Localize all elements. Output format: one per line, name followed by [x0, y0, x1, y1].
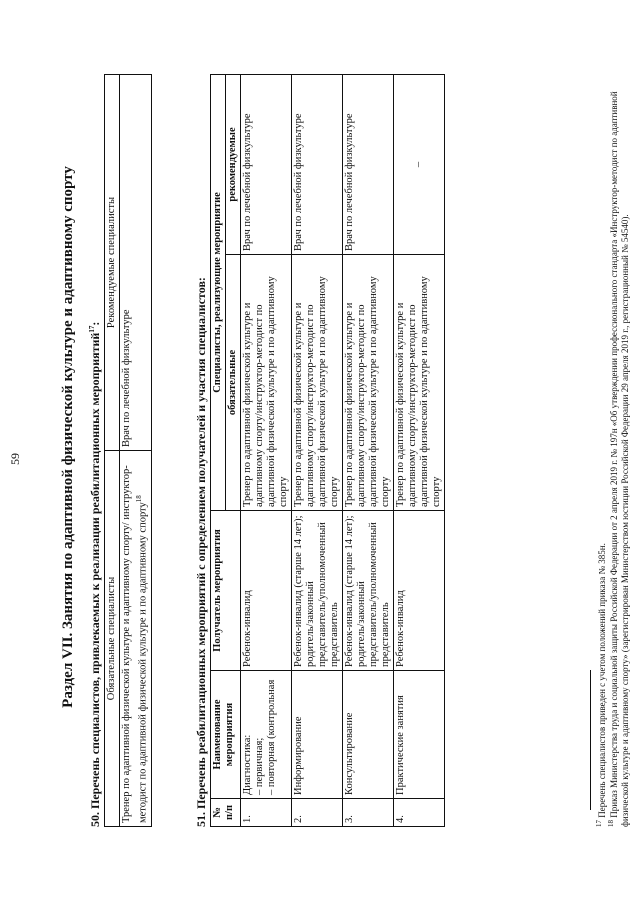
- activities-table: [210, 74, 445, 827]
- row-activity: Консультирование: [343, 671, 394, 799]
- page-number: 59: [8, 453, 22, 465]
- row-recipient: Ребенок-инвалид: [241, 511, 292, 671]
- activities-header-row-1: [211, 75, 226, 827]
- item51-heading: 51. Перечень реабилитационных мероприятий с определением получателей и участия специалистов:: [194, 277, 208, 827]
- row-num: 1.: [241, 799, 292, 827]
- row-activity-subitem: – повторная (контрольная: [266, 679, 277, 795]
- row-recipient: Ребенок-инвалид (старше 14 лет); родитель/законный представитель/уполномоченный представитель: [343, 511, 394, 671]
- col-mandatory-specialists: Обязательные специалисты: [105, 451, 120, 827]
- footnote-17-text: Перечень специалистов приведен с учетом положений приказа № 385н.: [597, 543, 607, 818]
- row-recipient: Ребенок-инвалид: [394, 511, 445, 671]
- row-mandatory: Тренер по адаптивной физической культуре и адаптивному спорту/инструктор-методист по адаптивной физической культуре и по адаптивному спорту: [343, 255, 394, 511]
- row-num: 3.: [343, 799, 394, 827]
- row-num: 4.: [394, 799, 445, 827]
- row-activity-subitem: – первичная;: [254, 737, 265, 795]
- col-recipient: Получатель мероприятия: [211, 511, 241, 671]
- col-mandatory: обязательные: [226, 255, 241, 511]
- table-row: [343, 75, 394, 827]
- footnote-18: [606, 67, 631, 827]
- mandatory-specialists-text: Тренер по адаптивной физической культуре и адаптивному спорту/ инструктор-методист по адаптивной физической культуре и по адаптивному спорту: [121, 465, 149, 823]
- row-mandatory: Тренер по адаптивной физической культуре и адаптивному спорту/инструктор-методист по адаптивной физической культуре и по адаптивному спорту: [394, 255, 445, 511]
- row-recommended: Врач по лечебной физкультуре: [292, 75, 343, 255]
- row-mandatory: Тренер по адаптивной физической культуре и адаптивному спорту/инструктор-методист по адаптивной физической культуре и по адаптивному спорту: [241, 255, 292, 511]
- row-recommended: –: [394, 75, 445, 255]
- row-mandatory: Тренер по адаптивной физической культуре и адаптивному спорту/инструктор-методист по адаптивной физической культуре и по адаптивному спорту: [292, 255, 343, 511]
- row-num: 2.: [292, 799, 343, 827]
- table-row: [394, 75, 445, 827]
- item50-heading-end: :: [88, 321, 102, 326]
- section-title: Раздел VII. Занятия по адаптивной физической культуре и адаптивному спорту: [60, 166, 76, 708]
- row-activity: Практические занятия: [394, 671, 445, 799]
- table-row: [292, 75, 343, 827]
- row-recommended: Врач по лечебной физкультуре: [241, 75, 292, 255]
- footnote-18-text: Приказ Министерства труда и социальной защиты Российской Федерации от 2 апреля 2019 г. № 197н «Об утверждении профессионального стандарта «Инструктор-методист по адаптивной физической культуре и адаптивному спорту» (зарегистрирован Министерством юстиции Российской Федерации 29 апреля 2019 г., регистрационный № 54540).: [609, 91, 630, 827]
- row-activity-subitems: [254, 674, 278, 795]
- item50-heading-text: 50. Перечень специалистов, привлекаемых к реализации реабилитационных мероприятий: [88, 332, 102, 827]
- footnote-ref-18[interactable]: 18: [135, 495, 143, 503]
- footnote-mark-17: 17: [595, 820, 603, 827]
- row-recommended: Врач по лечебной физкультуре: [343, 75, 394, 255]
- specialists-table-row: [120, 75, 152, 827]
- row-activity-name: Диагностика:: [242, 734, 253, 795]
- mandatory-specialists-cell: [120, 451, 152, 827]
- footnote-divider: [590, 670, 591, 810]
- specialists-table: [104, 74, 152, 827]
- footnote-mark-18: 18: [607, 820, 615, 827]
- item50-heading: [88, 322, 103, 827]
- row-activity: [241, 671, 292, 799]
- col-activity-name: Наименование мероприятия: [211, 671, 241, 799]
- recommended-specialists-cell: Врач по лечебной физкультуре: [120, 75, 152, 451]
- col-recommended-specialists: Рекомендуемые специалисты: [105, 75, 120, 451]
- col-specialists: Специалисты, реализующие мероприятие: [211, 75, 226, 511]
- row-recipient: Ребенок-инвалид (старше 14 лет); родитель/законный представитель/уполномоченный представитель: [292, 511, 343, 671]
- specialists-table-header: [105, 75, 120, 827]
- col-recommended: рекомендуемые: [226, 75, 241, 255]
- footnote-ref-17[interactable]: 17: [88, 325, 96, 333]
- row-activity: Информирование: [292, 671, 343, 799]
- table-row: [241, 75, 292, 827]
- col-num: № п/п: [211, 799, 241, 827]
